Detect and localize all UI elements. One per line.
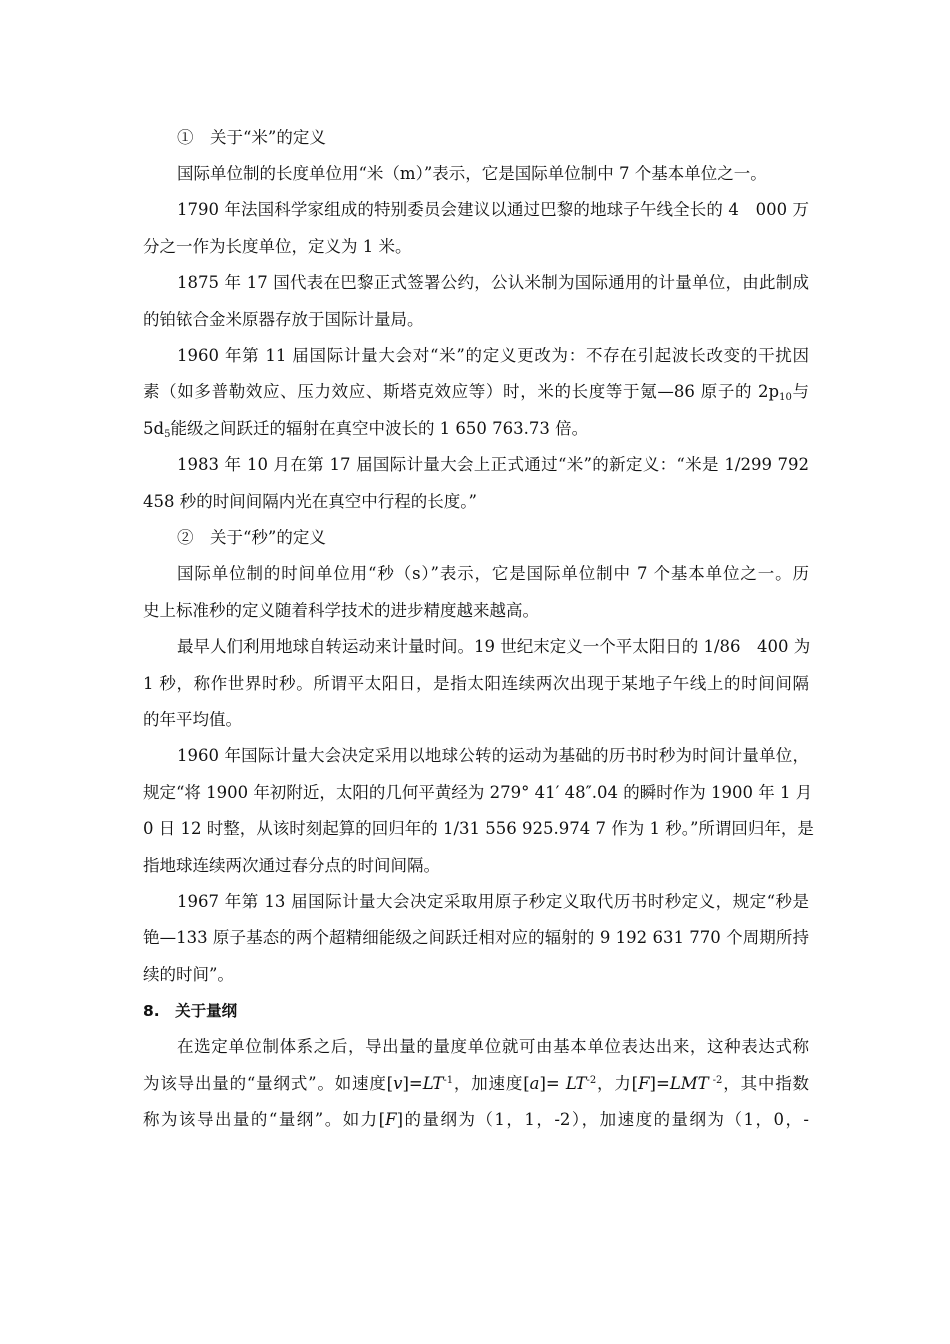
paragraph-line: 指地球连续两次通过春分点的时间间隔。 [143, 856, 440, 875]
var-force: F [638, 1074, 650, 1093]
paragraph-line-dimension-example [143, 1109, 809, 1131]
paragraph-line: 1790 年法国科学家组成的特别委员会建议以通过巴黎的地球子午线全长的 4 000 万 [177, 200, 809, 219]
var-velocity: v [393, 1074, 403, 1093]
paragraph-line: 国际单位制的时间单位用“秒（s）”表示，它是国际单位制中 7 个基本单位之一。历 [177, 564, 809, 583]
paragraph-line: 1960 年第 11 届国际计量大会对“米”的定义更改为：不存在引起波长改变的干扰因 [177, 346, 809, 365]
paragraph-line-krypton-2 [143, 418, 809, 440]
paragraph-line: 1 秒，称作世界时秒。所谓平太阳日，是指太阳连续两次出现于某地子午线上的时间间隔 [143, 674, 809, 693]
heading-second-definition: ② 关于“秒”的定义 [177, 528, 326, 547]
paragraph-line: 的铂铱合金米原器存放于国际计量局。 [143, 310, 424, 329]
paragraph-line: 规定“将 1900 年初附近，太阳的几何平黄经为 279° 41′ 48″.04 的瞬时作为 1900 年 1 月 [143, 783, 813, 802]
text-run: 5d [143, 419, 165, 438]
paragraph-line: 分之一作为长度单位，定义为 1 米。 [143, 237, 412, 256]
text-run: ]= [402, 1074, 423, 1093]
text-run: 称为该导出量的“量纲”。如力[ [143, 1110, 386, 1129]
var-lmt: LMT [669, 1074, 709, 1093]
paragraph-line: 最早人们利用地球自转运动来计量时间。19 世纪末定义一个平太阳日的 1/86 400 为 [177, 637, 811, 656]
text-run: 与 [791, 382, 810, 401]
paragraph-line: 续的时间”。 [143, 965, 234, 984]
var-force: F [385, 1110, 397, 1129]
text-run: ]的量纲为（1，1，-2），加速度的量纲为（1，0，- [396, 1110, 810, 1129]
text-run: ，其中指数 [722, 1074, 810, 1093]
text-run: ]= [649, 1074, 670, 1093]
paragraph-line: 在选定单位制体系之后，导出量的量度单位就可由基本单位表达出来，这种表达式称 [177, 1037, 809, 1056]
text-run: ，力[ [596, 1074, 639, 1093]
paragraph-line-krypton-1 [143, 381, 809, 403]
subscript: 5 [164, 429, 171, 440]
subscript: 10 [779, 392, 792, 403]
paragraph-line: 1983 年 10 月在第 17 届国际计量大会上正式通过“米”的新定义：“米是 1/299 792 [177, 455, 809, 474]
paragraph-line-dimension-formula [143, 1073, 809, 1095]
paragraph-line: 史上标准秒的定义随着科学技术的进步精度越来越高。 [143, 601, 539, 620]
var-lt: LT [422, 1074, 444, 1093]
heading-meter-definition: ① 关于“米”的定义 [177, 128, 326, 147]
section-heading-dimension: 8. 关于量纲 [143, 1002, 238, 1020]
paragraph-line: 458 秒的时间间隔内光在真空中行程的长度。” [143, 492, 477, 511]
exponent: -2 [586, 1075, 597, 1086]
text-run: ，加速度[ [453, 1074, 530, 1093]
paragraph-line: 0 日 12 时整，从该时刻起算的回归年的 1/31 556 925.974 7 作为 1 秒。”所谓回归年，是 [143, 819, 814, 838]
text-run: ]= [539, 1074, 566, 1093]
text-run: 素（如多普勒效应、压力效应、斯塔克效应等）时，米的长度等于氪—86 原子的 2p [143, 382, 780, 401]
paragraph-line: 铯—133 原子基态的两个超精细能级之间跃迁相对应的辐射的 9 192 631 770 个周期所持 [143, 928, 809, 947]
paragraph-line: 的年平均值。 [143, 710, 242, 729]
paragraph-line: 国际单位制的长度单位用“米（m）”表示，它是国际单位制中 7 个基本单位之一。 [177, 164, 767, 183]
exponent: -1 [443, 1075, 454, 1086]
var-acceleration: a [529, 1074, 540, 1093]
paragraph-line: 1875 年 17 国代表在巴黎正式签署公约，公认米制为国际通用的计量单位，由此制成 [177, 273, 809, 292]
text-run: 为该导出量的“量纲式”。如速度[ [143, 1074, 394, 1093]
text-run: 能级之间跃迁的辐射在真空中波长的 1 650 763.73 倍。 [170, 419, 589, 438]
paragraph-line: 1960 年国际计量大会决定采用以地球公转的运动为基础的历书时秒为时间计量单位， [177, 746, 809, 765]
var-lt: LT [565, 1074, 587, 1093]
exponent: -2 [708, 1075, 723, 1086]
paragraph-line: 1967 年第 13 届国际计量大会决定采取用原子秒定义取代历书时秒定义，规定“秒是 [177, 892, 809, 911]
